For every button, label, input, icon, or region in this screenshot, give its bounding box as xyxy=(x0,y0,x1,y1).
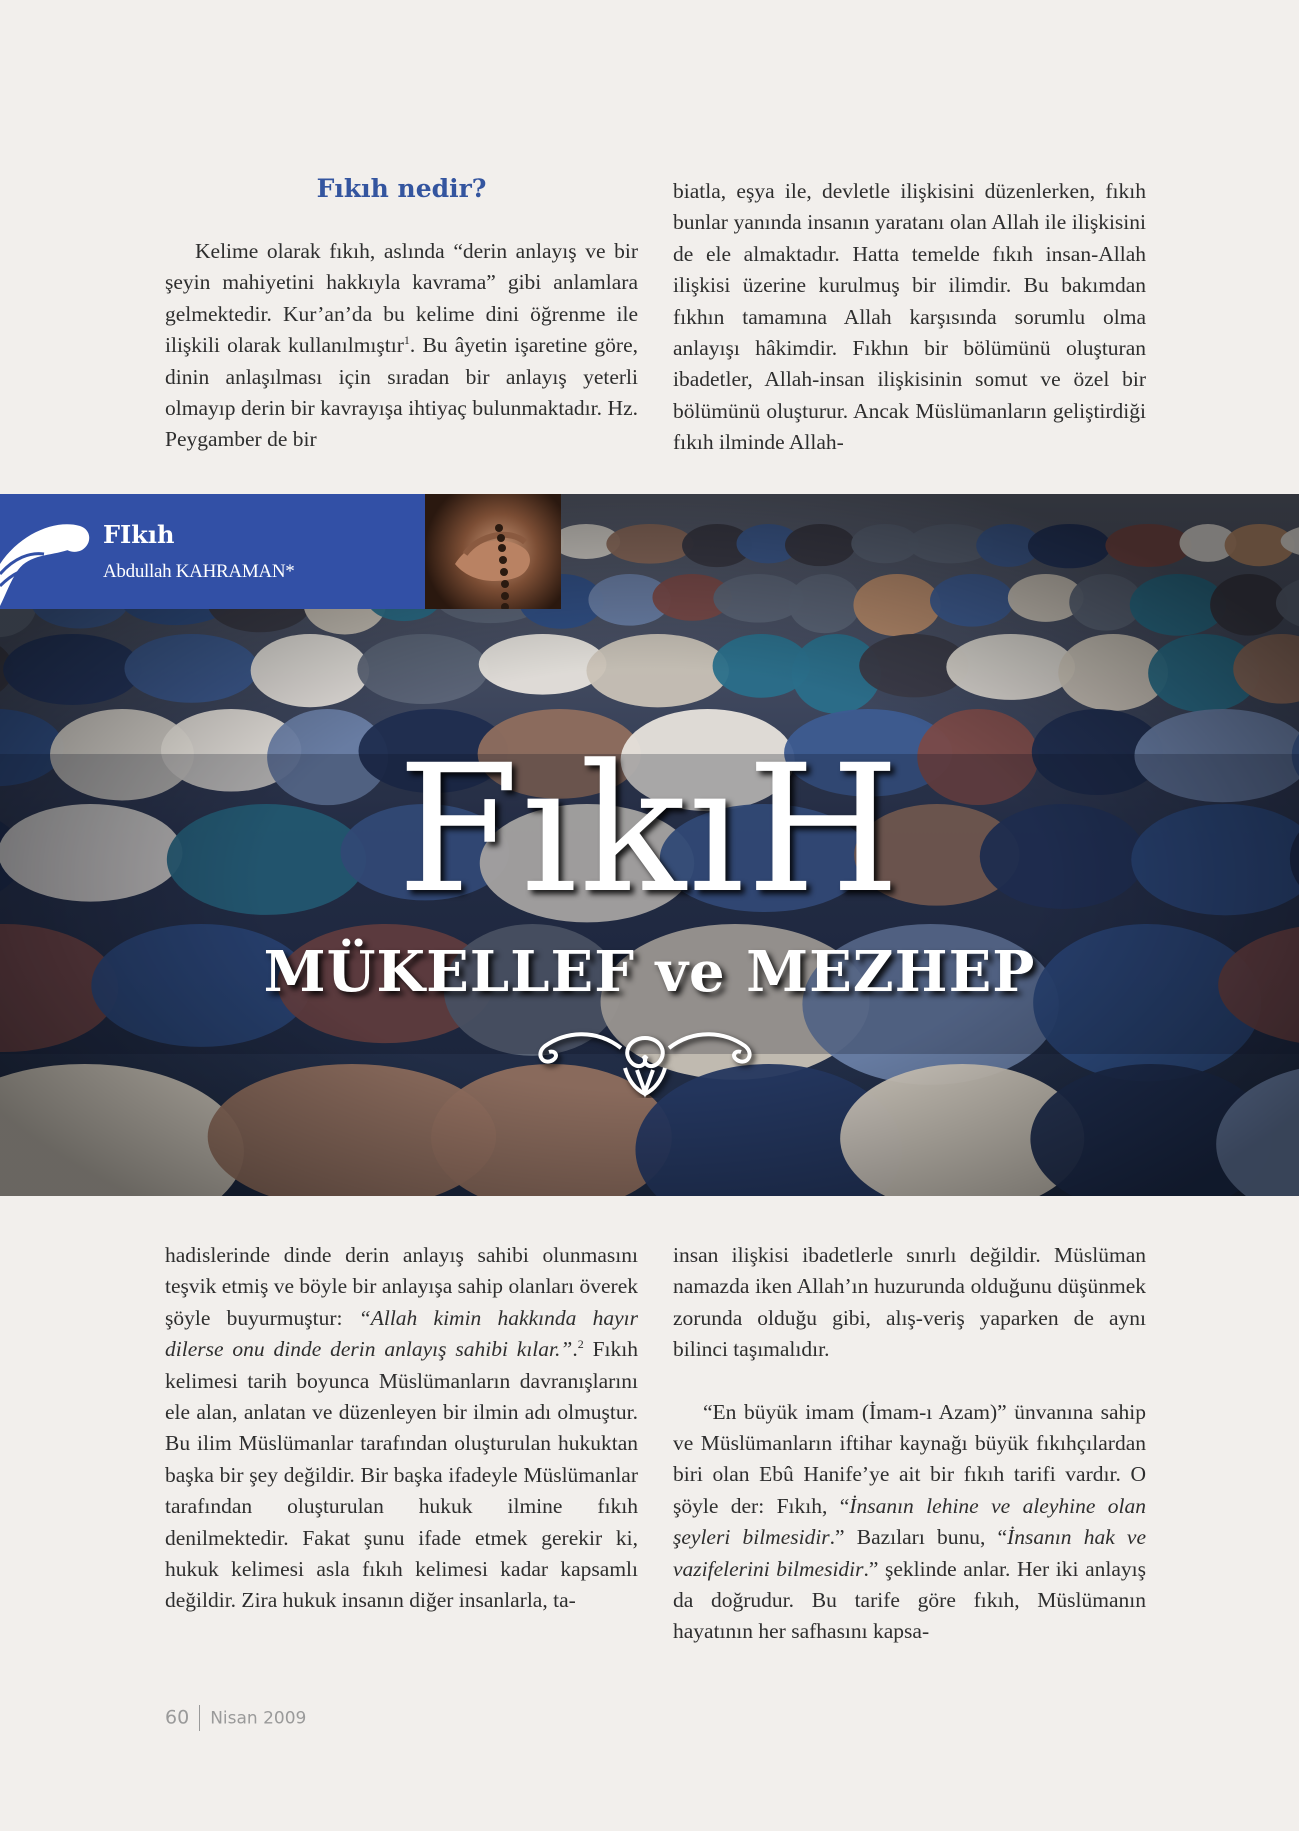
footer-divider xyxy=(199,1705,200,1731)
scroll-ornament-icon xyxy=(525,1018,765,1098)
prayer-beads-thumbnail xyxy=(425,494,561,609)
bottom-right-column xyxy=(673,1240,1146,1648)
text-run: Kelime olarak fıkıh, aslında “derin anlayış ve bir şeyin mahiyetini hakkıyla kavrama” gibi anlamlara gelmektedir. Kur’an’da bu kelime dini öğrenme ile ilişkili olarak kullanılmıştır xyxy=(165,239,638,358)
paragraph: insan ilişkisi ibadetlerle sınırlı değildir. Müslüman namazda iken Allah’ın huzurunda olduğunu düşünmek zorunda olduğu gibi, alış-veriş yaparken de aynı bilinci taşımalıdır. xyxy=(673,1243,1146,1362)
feather-ornament-icon xyxy=(0,494,92,609)
top-right-column xyxy=(673,176,1146,459)
text-run: .” Bazıları bunu, “ xyxy=(829,1525,1008,1550)
footnote-ref: 2 xyxy=(577,1337,584,1352)
definition-quote: İnsanın hak ve vazifelerini bilmesidir xyxy=(673,1525,1146,1581)
page-footer xyxy=(165,1705,306,1731)
section-label: FIkıh xyxy=(103,520,175,549)
section-heading: Fıkıh nedir? xyxy=(316,174,487,203)
page-number: 60 xyxy=(165,1706,190,1729)
section-banner xyxy=(0,494,425,609)
subtitle: MÜKELLEF ve MEZHEP xyxy=(263,939,1036,1005)
text-run: .” şeklinde anlar. Her iki anlayış da doğrudur. Bu tarife göre fıkıh, Müslümanın hayatının her safhasını kapsa- xyxy=(673,1556,1146,1644)
bottom-left-column xyxy=(165,1240,638,1617)
paragraph xyxy=(673,1397,1146,1648)
text-run: hadislerinde dinde derin anlayış sahibi olunmasını teşvik etmiş ve böyle bir anlayışa sahip olanları överek şöyle buyurmuştur: xyxy=(165,1243,638,1330)
definition-quote: İnsanın lehine ve aleyhine olan şeyleri bilmesidir xyxy=(673,1493,1146,1550)
text-run: Fıkıh kelimesi tarih boyunca Müslümanların davranışlarını ele alan, anlatan ve düzenleyen bir ilmin adı olmuştur. Bu ilim Müslümanlar tarafından oluşturulan hukuktan başka bir şey değildir. Bir başka ifadeyle Müslümanlar tarafından oluşturulan hukuk ilmine fıkıh denilmektedir. Fakat şunu ifade etmek gerekir ki, hukuk kelimesi asla fıkıh kelimesi kadar kapsamlı değildir. Zira hukuk insanın diğer insanlarla, ta- xyxy=(165,1337,638,1613)
issue-date: Nisan 2009 xyxy=(210,1708,307,1729)
hadith-quote: “Allah kimin hakkında hayır dilerse onu dinde derin anlayış sahibi kılar.” xyxy=(165,1305,638,1362)
text-run: “En büyük imam (İmam-ı Azam)” ünvanına sahip ve Müslümanların iftihar kaynağı büyük fıkıhçılardan biri olan Ebû Hanife’ye ait bir fıkıh tarifi vardır. O şöyle der: Fıkıh, “ xyxy=(673,1399,1146,1518)
footnote-ref: 1 xyxy=(403,333,410,348)
top-left-column xyxy=(165,172,638,456)
main-title: FıkıH xyxy=(397,727,902,932)
paragraph xyxy=(165,1240,638,1617)
prayer-beads-icon xyxy=(425,494,561,609)
paragraph xyxy=(165,236,638,456)
paragraph: biatla, eşya ile, devletle ilişkisini düzenlerken, fıkıh bunlar yanında insanın yaratanı olan Allah ile ilişkisini de ele almaktadır. Hatta temelde fıkıh insan-Allah ilişkisi üzerine kurulmuş bir ilimdir. Bu bakımdan fıkhın tamamına Allah karşısında sorumlu olma anlayışı hâkimdir. Fıkhın bir bölümünü oluşturan ibadetler, Allah-insan ilişkisinin somut ve özel bir bölümünü oluşturur. Ancak Müslümanların geliştirdiği fıkıh ilminde Allah- xyxy=(673,179,1146,455)
text-run: . xyxy=(572,1337,578,1362)
text-run: . Bu âyetin işaretine göre, dinin anlaşılması için sıradan bir anlayış yeterli olmayıp derin bir kavrayışa ihtiyaç bulunmaktadır. Hz. Peygamber de bir xyxy=(165,333,638,452)
author-name: Abdullah KAHRAMAN* xyxy=(103,561,295,582)
